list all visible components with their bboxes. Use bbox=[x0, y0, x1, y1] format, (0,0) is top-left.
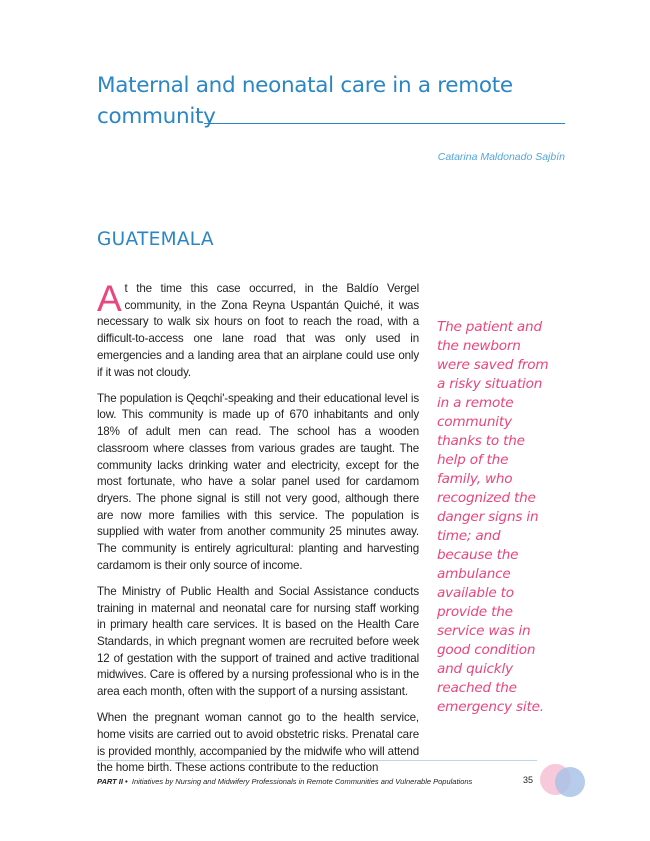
paragraph-1-text: t the time this case occurred, in the Baldío Vergel community, in the Zona Reyna Uspantán Quiché, it was necessary to walk six hours on foot to reach the road, with a difficult-to-access one lane road that was only used in emergencies and a landing area that an airplane could use only if it was not cloudy. bbox=[97, 282, 419, 379]
country-heading: GUATEMALA bbox=[97, 229, 214, 250]
author-name: Catarina Maldonado Sajbín bbox=[437, 151, 565, 163]
footer-part-label: PART II • bbox=[97, 777, 128, 786]
pull-quote: The patient and the newborn were saved from a risky situation in a remote community thanks to the help of the family, who recognized the danger signs in time; and because the ambulance available to provide the service was in good condition and quickly reached the emergency site. bbox=[437, 319, 549, 715]
blue-circle-icon bbox=[555, 767, 585, 797]
footer-text: Initiatives by Nursing and Midwifery Professionals in Remote Communities and Vulnerable Populations bbox=[131, 777, 473, 786]
decorative-circles-icon bbox=[538, 761, 590, 799]
paragraph-2: The population is Qeqchi'-speaking and their educational level is low. This community is made up of 670 inhabitants and only 18% of adult men can read. The school has a wooden classroom where classes from various grades are taught. The community lacks drinking water and electricity, except for the most fortunate, who have a solar panel used for cardamom dryers. The phone signal is still not very good, although there are now more families with this service. The population is supplied with water from another community 25 minutes away. The community is entirely agricultural: planting and harvesting cardamom is their only source of income. bbox=[97, 391, 419, 572]
title-underline bbox=[204, 123, 565, 124]
paragraph-1 bbox=[97, 278, 419, 381]
page-number: 35 bbox=[523, 775, 534, 785]
article-body bbox=[97, 278, 419, 787]
footer-divider bbox=[97, 760, 537, 761]
page-footer bbox=[97, 777, 472, 786]
paragraph-4: When the pregnant woman cannot go to the health service, home visits are carried out to avoid obstetric risks. Prenatal care is provided monthly, accompanied by the midwife who will attend the home birth. These actions contribute to the reduction bbox=[97, 711, 419, 775]
drop-cap: A bbox=[97, 278, 122, 319]
paragraph-3: The Ministry of Public Health and Social Assistance conducts training in maternal and neonatal care for nursing staff working in primary health care services. It is based on the Health Care Standards, in which pregnant women are recruited before week 12 of gestation with the support of trained and active traditional midwives. Care is offered by a nursing professional who is in the area each month, often with the support of a nursing assistant. bbox=[97, 584, 419, 699]
page-title: Maternal and neonatal care in a remote community bbox=[97, 73, 513, 129]
